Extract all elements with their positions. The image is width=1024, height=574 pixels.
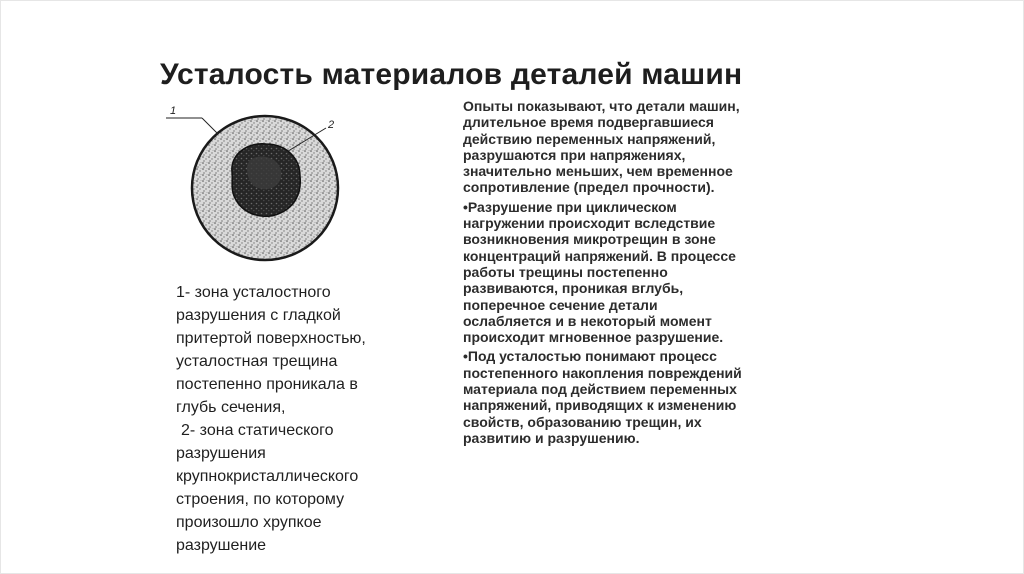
caption-line: разрушение [176, 537, 267, 554]
caption-line: разрушения [176, 445, 266, 462]
text-line: поперечное сечение детали [463, 296, 658, 313]
paragraph-intro [463, 98, 803, 196]
fracture-cross-section-figure [160, 102, 360, 268]
caption-line: строения, по которому [176, 491, 345, 508]
caption-line: разрушения с гладкой [176, 307, 341, 324]
text-line: • Разрушение при циклическом [463, 199, 803, 215]
body-text [463, 98, 803, 449]
caption-line: 1- зона усталостного [176, 284, 331, 301]
figure-label-2: 2 [328, 119, 335, 131]
text-line: сопротивление (предел прочности). [463, 179, 715, 196]
text-line: Опыты показывают, что детали машин, [463, 98, 740, 114]
caption-line: притертой поверхностью, [176, 330, 366, 347]
text-line: напряжений, приводящих к изменению [463, 397, 737, 414]
text-line: развитию и разрушению. [463, 429, 640, 446]
paragraph-fatigue-definition [463, 348, 803, 446]
text-line: работы трещины постепенно [463, 263, 668, 280]
text-line: постепенного накопления повреждений [463, 364, 742, 381]
caption-line: глубь сечения, [176, 399, 286, 416]
text-line: значительно меньших, чем временное [463, 163, 733, 180]
text-line: возникновения микротрещин в зоне [463, 231, 716, 248]
text-line: разрушаются при напряжениях, [463, 146, 686, 163]
text-line: действию переменных напряжений, [463, 130, 716, 147]
caption-line: 2- зона статического [181, 422, 334, 439]
slide-title: Усталость материалов деталей машин [160, 58, 743, 91]
text-line: нагружении происходит вследствие [463, 215, 716, 232]
caption-line: крупнокристаллического [176, 468, 359, 485]
text-line: длительное время подвергавшиеся [463, 114, 714, 131]
text-line: концентраций напряжений. В процессе [463, 247, 736, 264]
fracture-diagram [160, 102, 360, 268]
figure-label-1: 1 [170, 105, 177, 117]
caption-line: произошло хрупкое [176, 514, 322, 531]
caption-line: постепенно проникала в [176, 376, 358, 393]
text-line: развиваются, проникая вглубь, [463, 280, 684, 297]
caption-line: усталостная трещина [176, 353, 338, 370]
figure-caption [176, 281, 416, 557]
text-line: происходит мгновенное разрушение. [463, 329, 724, 346]
paragraph-crack-growth [463, 199, 803, 346]
text-line: • Под усталостью понимают процесс [463, 348, 803, 364]
text-line: материала под действием переменных [463, 381, 737, 398]
text-line: свойств, образованию трещин, их [463, 413, 702, 430]
text-line: ослабляется и в некоторый момент [463, 312, 712, 329]
